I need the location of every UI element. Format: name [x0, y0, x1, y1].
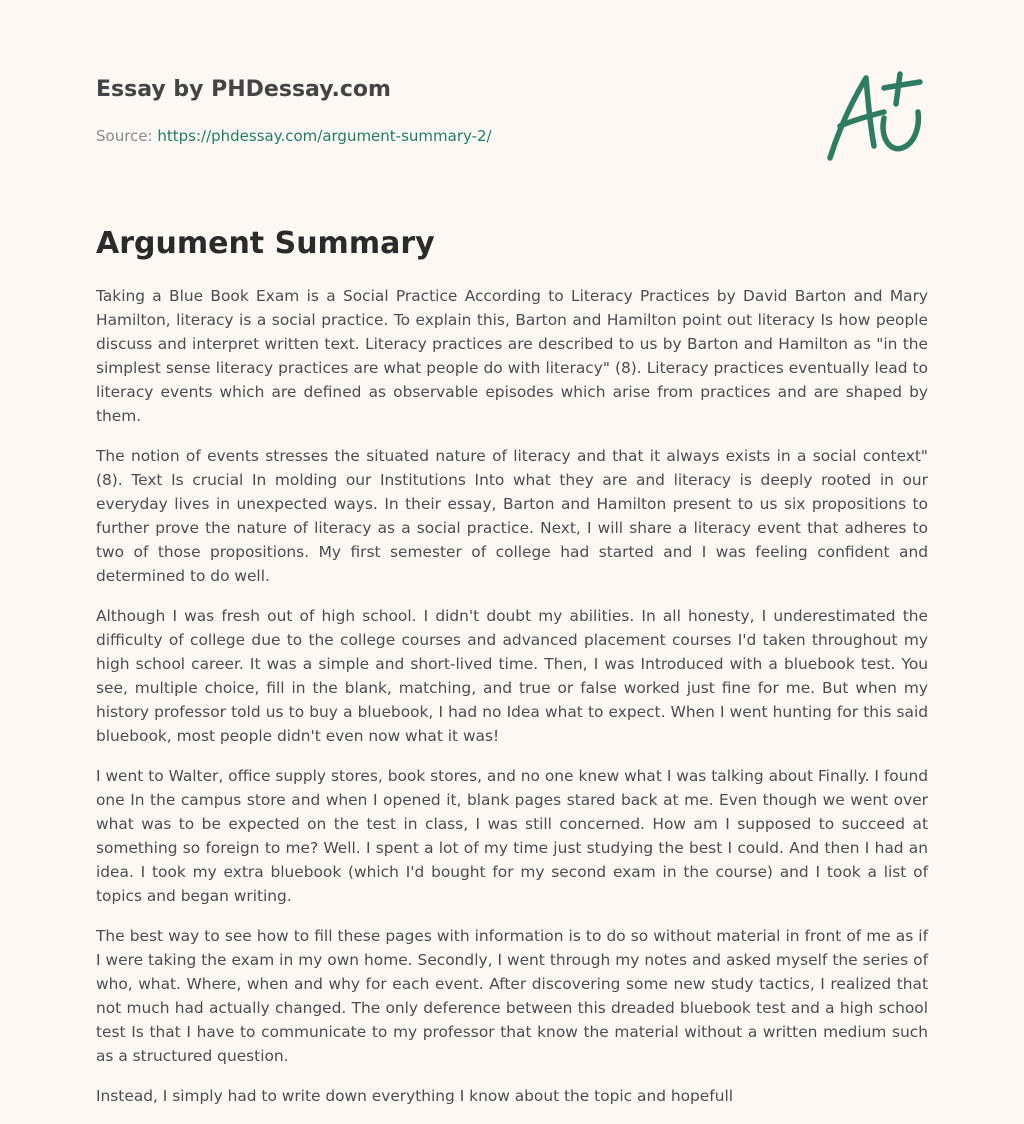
source-line: [96, 126, 928, 146]
a-plus-grade-icon: [820, 66, 930, 166]
essay-paragraph: Instead, I simply had to write down everything I know about the topic and hopefull: [96, 1087, 733, 1105]
essay-paragraph: I went to Walter, office supply stores, book stores, and no one knew what I was talking about Finally. I found one In the campus store and when I opened it, blank pages stared back at me. Even though we went over what was to be expected on the test in class, I was still concerned. How am I supposed to succeed at something so foreign to me? Well. I spent a lot of my time just studying the best I could. And then I had an idea. I took my extra bluebook (which I'd bought for my second exam in the course) and I took a list of topics and began writing.: [96, 767, 928, 905]
site-title: Essay by PHDessay.com: [96, 77, 391, 102]
essay-paragraph: Taking a Blue Book Exam is a Social Practice According to Literacy Practices by David Barton and Mary Hamilton, literacy is a social practice. To explain this, Barton and Hamilton point out literacy Is how people discuss and interpret written text. Literacy practices are described to us by Barton and Hamilton as "in the simplest sense literacy practices are what people do with literacy" (8). Literacy practices eventually lead to literacy events which are defined as observable episodes which arise from practices and are shaped by them.: [96, 287, 928, 425]
source-link[interactable]: https://phdessay.com/argument-summary-2/: [157, 127, 492, 145]
source-label: Source:: [96, 127, 153, 145]
essay-paragraph: Although I was fresh out of high school. I didn't doubt my abilities. In all honesty, I underestimated the difficulty of college due to the college courses and advanced placement courses I'd taken throughout my high school career. It was a simple and short-lived time. Then, I was Introduced with a bluebook test. You see, multiple choice, fill in the blank, matching, and true or false worked just fine for me. But when my history professor told us to buy a bluebook, I had no Idea what to expect. When I went hunting for this said bluebook, most people didn't even now what it was!: [96, 607, 928, 745]
essay-paragraph: The notion of events stresses the situated nature of literacy and that it always exists in a social context" (8). Text Is crucial In molding our Institutions Into what they are and literacy is deeply rooted in our everyday lives in unexpected ways. In their essay, Barton and Hamilton present to us six propositions to further prove the nature of literacy as a social practice. Next, I will share a literacy event that adheres to two of those propositions. My first semester of college had started and I was feeling confident and determined to do well.: [96, 447, 928, 585]
essay-body: [96, 284, 928, 1124]
page-header: [96, 74, 928, 146]
essay-paragraph: The best way to see how to fill these pages with information is to do so without material in front of me as if I were taking the exam in my own home. Secondly, I went through my notes and asked myself the series of who, what. Where, when and why for each event. After discovering some new study tactics, I realized that not much had actually changed. The only deference between this dreaded bluebook test and a high school test Is that I have to communicate to my professor that know the material without a written medium such as a structured question.: [96, 927, 928, 1065]
essay-title: Argument Summary: [96, 226, 435, 261]
